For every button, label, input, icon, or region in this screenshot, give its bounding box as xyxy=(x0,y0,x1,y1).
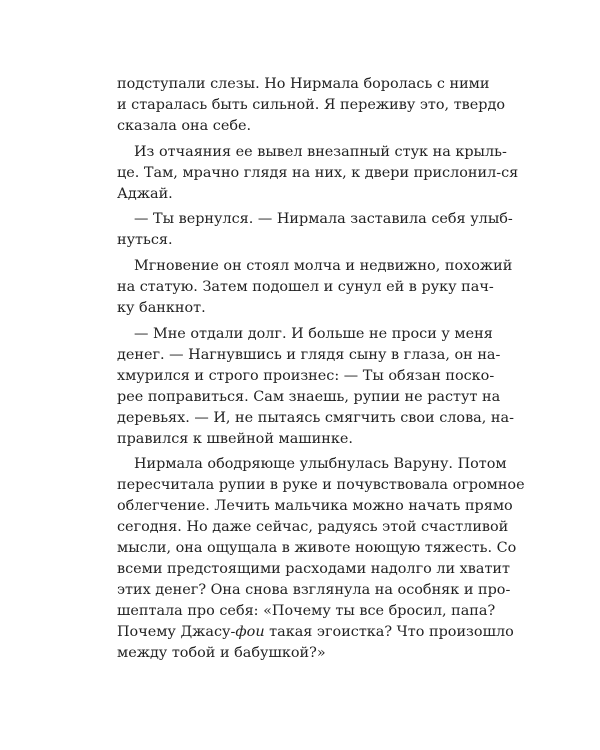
text-line: на статую. Затем подошел и сунул ей в руку пач- xyxy=(117,279,494,296)
text-line: облегчение. Лечить мальчика можно начать прямо xyxy=(117,498,513,515)
text-line: Из отчаяния ее вывел внезапный стук на крыль- xyxy=(134,143,507,160)
text-line: подступали слезы. Но Нирмала боролась с ними xyxy=(117,76,490,92)
text-segment: такая эгоистка? Что произошло xyxy=(264,623,514,640)
text-line: хмурился и строго произнес: — Ты обязан поско- xyxy=(117,367,495,384)
text-line: деревьях. — И, не пытаясь смягчить свои слова, на- xyxy=(117,409,514,426)
text-line: Аджай. xyxy=(117,185,173,202)
text-line: рее поправиться. Сам знаешь, рупии не растут на xyxy=(117,388,501,405)
paragraph-2 xyxy=(117,142,519,205)
text-line: ку банкнот. xyxy=(117,300,206,317)
paragraph-1 xyxy=(117,74,506,137)
text-line: денег. — Нагнувшись и глядя сыну в глаза, он на- xyxy=(117,346,501,363)
text-line: — Мне отдали долг. И больше не проси у меня xyxy=(134,325,493,342)
text-line: мысли, она ощущала в животе ноющую тяжесть. Со xyxy=(117,540,517,557)
text-line: шептала про себя: «Почему ты все бросил, папа? xyxy=(117,602,496,619)
text-line: всеми предстоящими расходами надолго ли хватит xyxy=(117,560,510,577)
text-line: сказала она себе. xyxy=(117,117,252,134)
text-line: Мгновение он стоял молча и недвижно, похожий xyxy=(134,258,513,275)
text-line: Нирмала ободряюще улыбнулась Варуну. Потом xyxy=(134,456,507,473)
text-line: пересчитала рупии в руке и почувствовала огромное xyxy=(117,477,525,494)
text-segment: Почему Джасу- xyxy=(117,623,236,640)
text-line: сегодня. Но даже сейчас, радуясь этой счастливой xyxy=(117,519,509,536)
paragraph-5 xyxy=(117,324,514,449)
text-line: це. Там, мрачно глядя на них, к двери прислонил-ся xyxy=(117,164,519,181)
book-page-text xyxy=(117,74,525,663)
text-line: между тобой и бабушкой?» xyxy=(117,644,326,661)
paragraph-4 xyxy=(117,256,513,319)
text-line: — Ты вернулся. — Нирмала заставила себя улыб- xyxy=(134,211,513,228)
text-line-with-italic xyxy=(117,622,514,643)
text-line: и старалась быть сильной. Я переживу это, твердо xyxy=(117,96,506,113)
text-line: правился к швейной машинке. xyxy=(117,430,353,447)
italic-word: фои xyxy=(235,623,265,640)
paragraph-3 xyxy=(117,209,513,251)
paragraph-6 xyxy=(117,454,525,663)
text-line: нуться. xyxy=(117,232,173,249)
text-line: этих денег? Она снова взглянула на особняк и про- xyxy=(117,581,511,598)
